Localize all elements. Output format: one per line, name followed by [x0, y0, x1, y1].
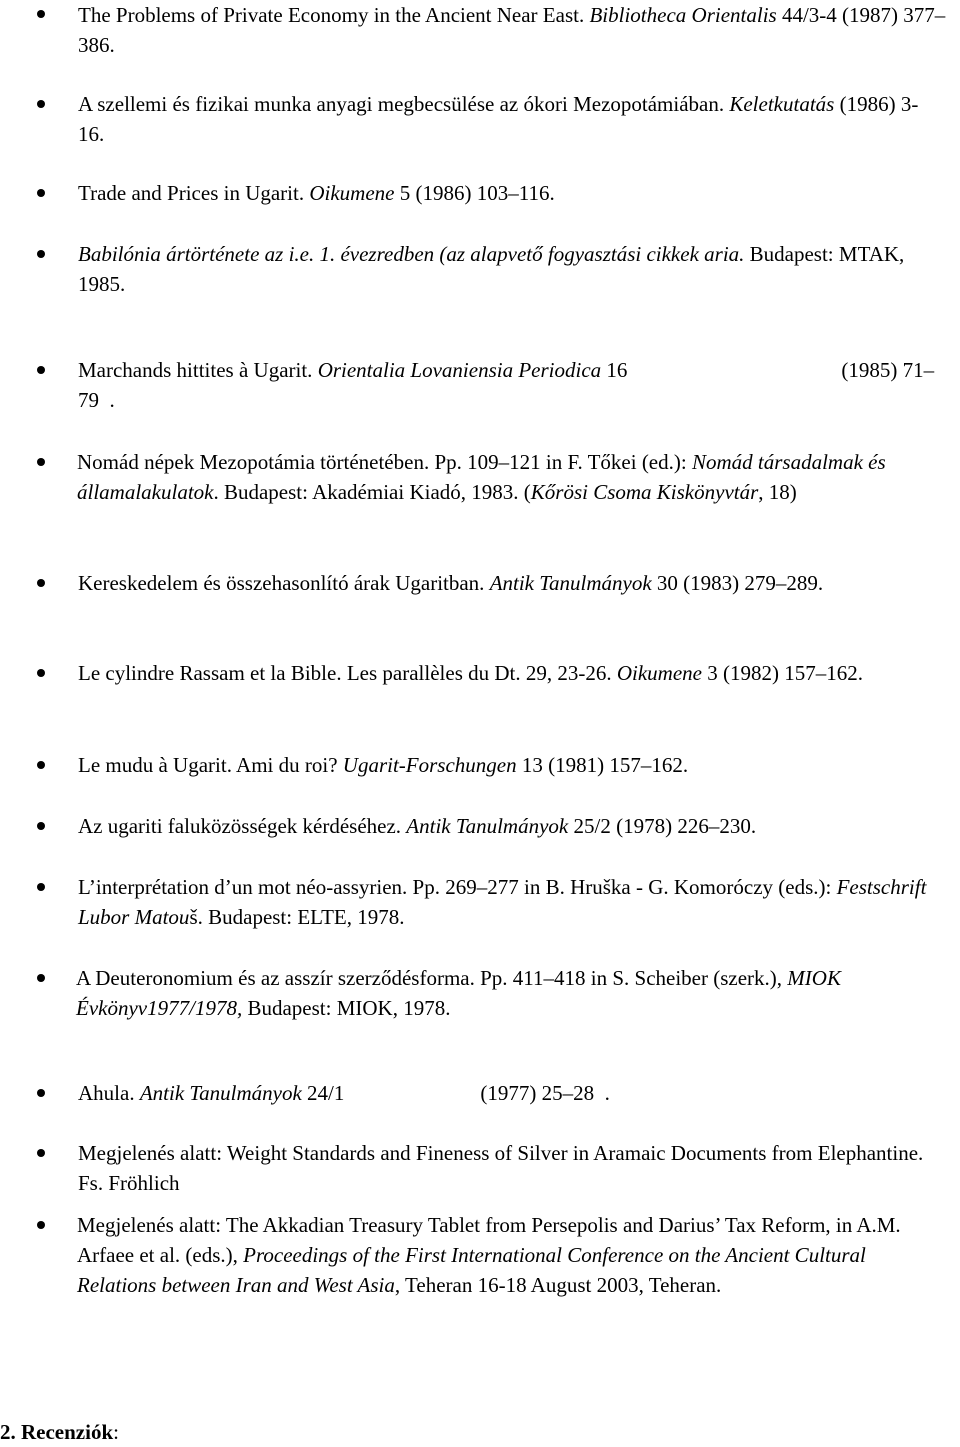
bullet-icon: [37, 1149, 45, 1157]
text-segment: Budapest: MTAK, 1985.: [78, 242, 905, 296]
bullet-icon: [37, 761, 45, 769]
text-segment: Megjelenés alatt: Weight Standards and Fineness of Silver in Aramaic Documents from Elephantine. Fs. Fröhlich: [78, 1141, 924, 1195]
text-segment: (1986) 3-16.: [78, 92, 919, 146]
entry-text: [78, 1138, 936, 1198]
entry-text: [77, 1210, 936, 1300]
text-segment: A szellemi és fizikai munka anyagi megbecsülése az ókori Mezopotámiában.: [78, 92, 730, 116]
text-segment: Az ugariti faluközösségek kérdéséhez.: [78, 814, 407, 838]
italic-segment: Antik Tanulmányok: [489, 571, 652, 595]
text-segment: Le cylindre Rassam et la Bible. Les parallèles du Dt. 29, 23-26.: [78, 661, 617, 685]
text-segment: The Problems of Private Economy in the Ancient Near East.: [78, 3, 590, 27]
section-heading: [0, 1417, 119, 1447]
entry-text: [78, 568, 926, 598]
italic-segment: MIOK Évkönyv1977/1978,: [76, 966, 841, 1020]
bullet-icon: [37, 974, 45, 982]
bullet-icon: [37, 579, 45, 587]
entry-text: [76, 963, 936, 1023]
text-segment: 30 (1983) 279–289.: [651, 571, 824, 595]
bullet-icon: [37, 822, 45, 830]
entry-text: [77, 447, 936, 507]
text-segment: 16: [601, 358, 628, 382]
tabbed-segment: (1985): [841, 358, 898, 382]
entry-text: [78, 0, 954, 60]
bullet-icon: [37, 100, 45, 108]
italic-segment: Ugarit-Forschungen: [342, 753, 517, 777]
bullet-icon: [37, 1089, 45, 1097]
italic-segment: Bibliotheca Orientalis: [589, 3, 777, 27]
text-segment: Kereskedelem és összehasonlító árak Ugaritban.: [78, 571, 490, 595]
italic-segment: Festschrift Lubor Matou: [78, 875, 927, 929]
italic-segment: Oikumene: [616, 661, 702, 685]
bullet-icon: [37, 366, 45, 374]
text-segment: . Budapest: Akadémiai Kiadó, 1983. (: [213, 480, 531, 504]
bullet-icon: [37, 669, 45, 677]
bullet-icon: [37, 189, 45, 197]
bullet-icon: [37, 1221, 45, 1229]
italic-segment: Nomád társadalmak és államalakulatok: [77, 450, 886, 504]
text-segment: , Teheran 16-18 August 2003, Teheran.: [394, 1273, 722, 1297]
text-segment: 3 (1982) 157–162.: [702, 661, 863, 685]
section-heading-text: 2. Recenziók: [0, 1420, 114, 1444]
text-segment: 5 (1986) 103–116.: [394, 181, 555, 205]
text-segment: , 18): [758, 480, 797, 504]
text-segment: Trade and Prices in Ugarit.: [78, 181, 310, 205]
entry-text: [78, 239, 936, 299]
entry-text: [78, 178, 936, 208]
tabbed-segment: (1977) 25–28 .: [480, 1081, 610, 1105]
text-segment: A Deuteronomium és az asszír szerződésforma. Pp. 411–418 in S. Scheiber (szerk.),: [76, 966, 788, 990]
text-segment: L’interprétation d’un mot néo-assyrien. Pp. 269–277 in B. Hruška - G. Komoróczy (eds.):: [78, 875, 837, 899]
text-segment: 24/1: [301, 1081, 345, 1105]
bullet-icon: [37, 10, 45, 18]
entry-text: [78, 89, 920, 149]
text-segment: 25/2 (1978) 226–230.: [568, 814, 757, 838]
italic-segment: Oikumene: [309, 181, 395, 205]
text-segment: Ahula.: [78, 1081, 140, 1105]
text-segment: š. Budapest: ELTE, 1978.: [189, 905, 405, 929]
entry-text: [78, 355, 954, 415]
text-segment: 13 (1981) 157–162.: [516, 753, 689, 777]
italic-segment: Kőrösi Csoma Kiskönyvtár: [530, 480, 759, 504]
entry-text: [78, 872, 936, 932]
entry-text: [78, 750, 936, 780]
italic-segment: Antik Tanulmányok: [406, 814, 569, 838]
bullet-icon: [37, 458, 45, 466]
text-segment: 71–79 .: [78, 358, 935, 412]
text-segment: 44/3-4 (1987) 377–386.: [78, 3, 946, 57]
entry-text: [78, 811, 936, 841]
bullet-icon: [37, 883, 45, 891]
entry-text: [78, 658, 936, 688]
text-segment: Le mudu à Ugarit. Ami du roi?: [78, 753, 343, 777]
text-segment: Nomád népek Mezopotámia történetében. Pp. 109–121 in F. Tőkei (ed.):: [77, 450, 692, 474]
italic-segment: Keletkutatás: [729, 92, 835, 116]
text-segment: Megjelenés alatt: The Akkadian Treasury Tablet from Persepolis and Darius’ Tax Reform, in A.M. Arfaee et al. (eds.),: [77, 1213, 901, 1267]
italic-segment: Proceedings of the First International Conference on the Ancient Cultural Relations between Iran and West Asia: [77, 1243, 866, 1297]
section-heading-colon: :: [113, 1420, 119, 1444]
entry-text: [78, 1078, 936, 1108]
italic-segment: Babilónia ártörténete az i.e. 1. évezredben (az alapvető fogyasztási cikkek aria.: [78, 242, 745, 266]
italic-segment: Orientalia Lovaniensia Periodica: [317, 358, 602, 382]
text-segment: Budapest: MIOK, 1978.: [242, 996, 451, 1020]
italic-segment: Antik Tanulmányok: [139, 1081, 302, 1105]
bullet-icon: [37, 250, 45, 258]
text-segment: Marchands hittites à Ugarit.: [78, 358, 318, 382]
